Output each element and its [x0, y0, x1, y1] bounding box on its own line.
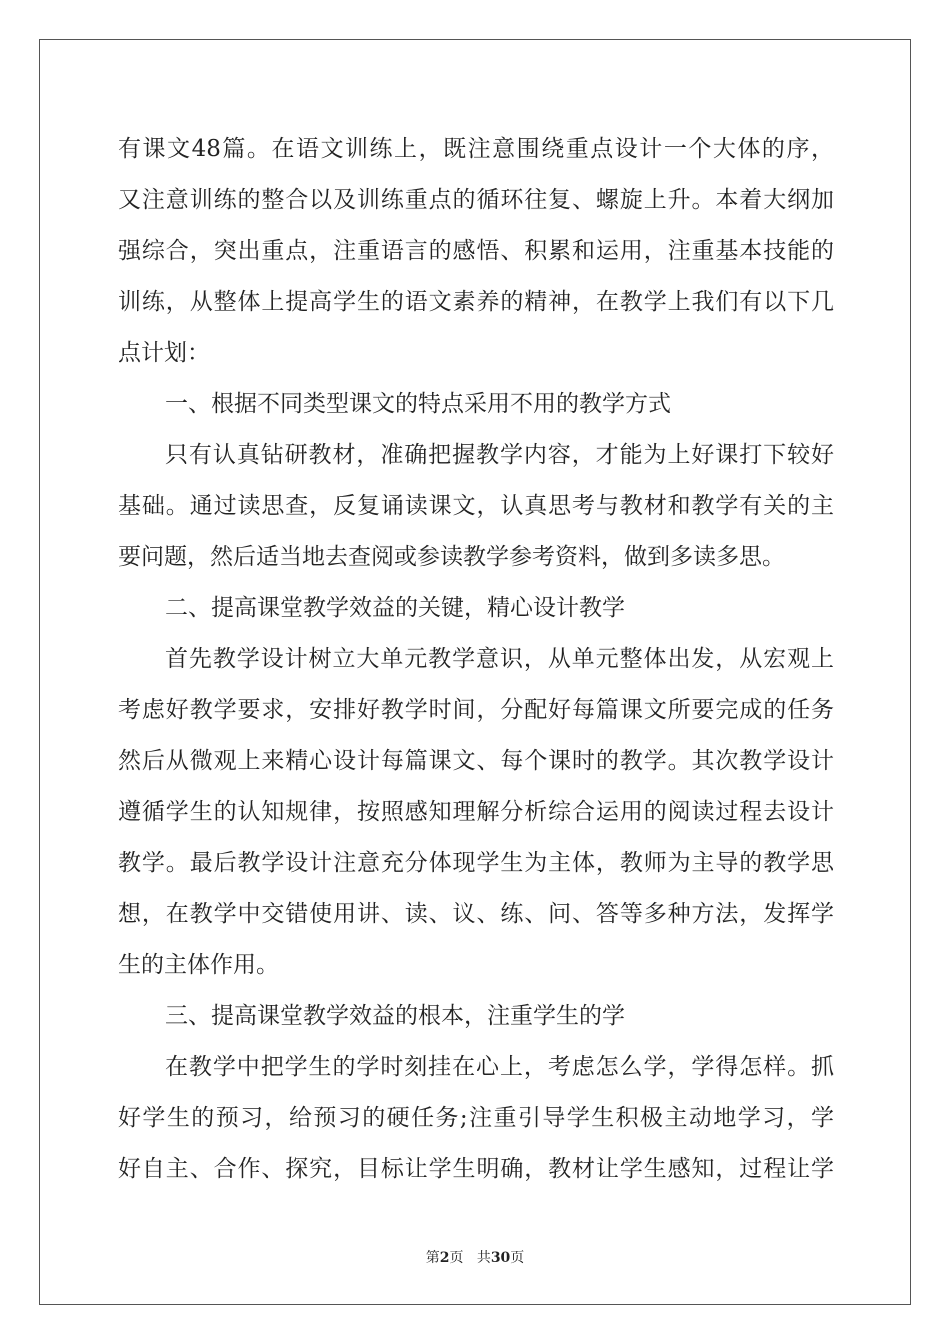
paragraph-line: 点计划： [118, 340, 210, 366]
section-heading: 一、根据不同类型课文的特点采用不用的教学方式 [165, 391, 671, 417]
paragraph-line: 好自主、合作、探究，目标让学生明确，教材让学生感知，过程让学 [118, 1156, 834, 1182]
paragraph-line: 考虑好教学要求，安排好教学时间，分配好每篇课文所要完成的任务 [118, 697, 834, 723]
paragraph-line: 训练，从整体上提高学生的语文素养的精神，在教学上我们有以下几 [118, 289, 834, 315]
footer-page-total: 30 [490, 1250, 511, 1266]
paragraph-line: 然后从微观上来精心设计每篇课文、每个课时的教学。其次教学设计 [118, 748, 834, 774]
paragraph-line: 好学生的预习，给预习的硬任务;注重引导学生积极主动地学习，学 [118, 1105, 834, 1131]
paragraph-line: 在教学中把学生的学时刻挂在心上，考虑怎么学，学得怎样。抓 [165, 1054, 834, 1080]
paragraph-line: 强综合，突出重点，注重语言的感悟、积累和运用，注重基本技能的 [118, 238, 834, 264]
page-footer [0, 1247, 950, 1267]
footer-page-suffix: 页 [449, 1250, 464, 1266]
paragraph-line: 遵循学生的认知规律，按照感知理解分析综合运用的阅读过程去设计 [118, 799, 834, 825]
footer-total-prefix: 共 [476, 1250, 491, 1266]
paragraph-line: 又注意训练的整合以及训练重点的循环往复、螺旋上升。本着大纲加 [118, 187, 834, 213]
paragraph-line: 有课文48篇。在语文训练上，既注意围绕重点设计一个大体的序， [118, 136, 834, 162]
footer-page-current: 2 [439, 1250, 450, 1266]
footer-total-suffix: 页 [510, 1250, 525, 1266]
paragraph-line: 生的主体作用。 [118, 952, 279, 978]
paragraph-line: 想，在教学中交错使用讲、读、议、练、问、答等多种方法，发挥学 [118, 901, 834, 927]
paragraph-line: 只有认真钻研教材，准确把握教学内容，才能为上好课打下较好 [165, 442, 834, 468]
section-heading: 二、提高课堂教学效益的关键，精心设计教学 [165, 595, 625, 621]
paragraph-line: 教学。最后教学设计注意充分体现学生为主体，教师为主导的教学思 [118, 850, 834, 876]
section-heading: 三、提高课堂教学效益的根本，注重学生的学 [165, 1003, 625, 1029]
paragraph-line: 首先教学设计树立大单元教学意识，从单元整体出发，从宏观上 [165, 646, 834, 672]
footer-page-prefix: 第 [425, 1250, 440, 1266]
document-body [118, 124, 834, 1195]
paragraph-line: 基础。通过读思查，反复诵读课文，认真思考与教材和教学有关的主 [118, 493, 834, 519]
paragraph-line: 要问题，然后适当地去查阅或参读教学参考资料，做到多读多思。 [118, 544, 785, 570]
